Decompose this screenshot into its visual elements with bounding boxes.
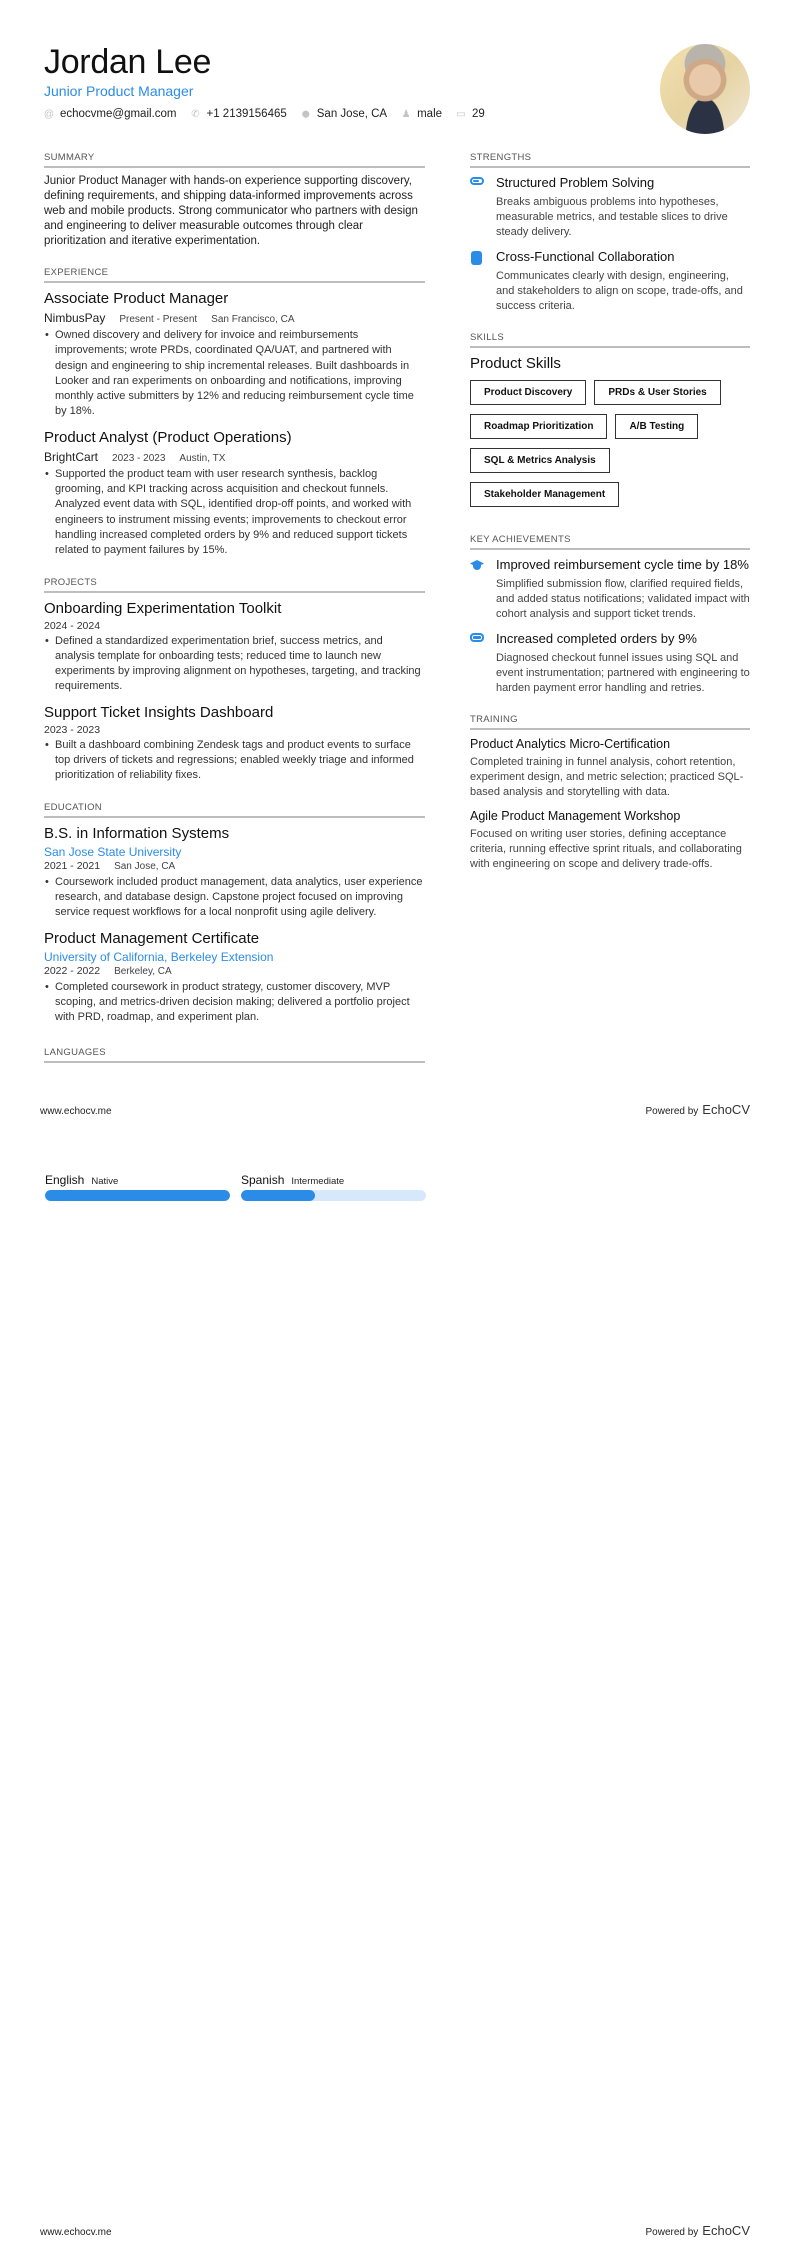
section-heading: SKILLS xyxy=(470,332,750,348)
job-location: Austin, TX xyxy=(179,452,226,464)
skill-tag: PRDs & User Stories xyxy=(594,380,720,405)
footer-powered-by xyxy=(645,2223,750,2238)
section-heading: SUMMARY xyxy=(44,152,425,168)
right-column xyxy=(470,152,750,890)
project-title: Support Ticket Insights Dashboard xyxy=(44,703,274,721)
summary-text: Junior Product Manager with hands-on experience supporting discovery, defining requirements, and shipping data-informed improvements across web and mobile products. Strong communicator who partners with design and engineering to deliver measurable outcomes through clear prioritization and iterative experimentation. xyxy=(44,175,418,247)
location-pin-icon: ⬤ xyxy=(301,111,310,118)
footer-site-link[interactable]: www.echocv.me xyxy=(40,2227,112,2238)
strength-item xyxy=(470,174,750,240)
job-dates: Present - Present xyxy=(119,314,198,325)
bullet-item: • Owned discovery and delivery for invoice and reimbursements improvements; wrote PRDs, coordinated QA/UAT, and partnered with design and engineering to ship incremental releases. Built dashboards in Looker and ran experiments on onboarding and notifications, improving monthly active submitters by 12% and reducing reimbursement cycle time by 18%. xyxy=(44,328,425,420)
calendar-icon: ▭ xyxy=(456,108,466,120)
section-heading: STRENGTHS xyxy=(470,152,750,168)
education-bullets xyxy=(44,980,425,1026)
age-value: 29 xyxy=(472,108,485,120)
footer-powered-by xyxy=(645,1102,750,1117)
candidate-title: Junior Product Manager xyxy=(44,83,194,99)
powered-by-label: Powered by xyxy=(645,2227,699,2238)
battery-icon xyxy=(470,177,484,185)
education-bullets xyxy=(44,875,425,921)
education-location: San Jose, CA xyxy=(114,860,176,872)
language-progress-fill xyxy=(241,1190,315,1201)
project-bullets xyxy=(44,738,425,784)
education-section xyxy=(44,802,425,1026)
education-meta xyxy=(44,965,425,977)
job-meta xyxy=(44,450,425,464)
bullet-item: • Defined a standardized experimentation brief, success metrics, and analysis template for onboarding tests; reduced time to launch new experiments by improving alignment on hypotheses, targeting, and tracking requirements. xyxy=(44,634,425,695)
languages-section-heading-wrap xyxy=(44,1047,425,1063)
job-dates: 2023 - 2023 xyxy=(112,452,166,464)
skill-tag: Product Discovery xyxy=(470,380,586,405)
phone-icon: ✆ xyxy=(191,108,200,120)
contact-gender xyxy=(401,108,442,120)
job-location: San Francisco, CA xyxy=(211,314,295,325)
experience-section xyxy=(44,267,425,559)
contact-bar xyxy=(44,108,499,120)
achievement-item xyxy=(470,556,750,622)
language-name: English xyxy=(45,1173,85,1187)
job-title: Associate Product Manager xyxy=(44,290,229,307)
training-description: Focused on writing user stories, defining acceptance criteria, running effective sprint rituals, and collaborating with engineering on scope and delivery trade-offs. xyxy=(470,828,742,870)
strength-description: Breaks ambiguous problems into hypotheses, measurable metrics, and testable slices to drive steady delivery. xyxy=(496,196,728,238)
candidate-name: Jordan Lee xyxy=(44,43,212,81)
profile-photo xyxy=(660,44,750,134)
project-dates: 2023 - 2023 xyxy=(44,723,101,736)
skill-tag: A/B Testing xyxy=(615,414,698,439)
skill-tag: Stakeholder Management xyxy=(470,482,619,507)
project-entry xyxy=(44,599,425,695)
project-entry xyxy=(44,703,425,784)
language-progress-fill xyxy=(45,1190,230,1201)
contact-age xyxy=(456,108,485,120)
language-name: Spanish xyxy=(241,1173,285,1187)
skills-section xyxy=(470,332,750,516)
training-title: Product Analytics Micro-Certification xyxy=(470,737,671,751)
training-item xyxy=(470,808,750,872)
footer-site-link[interactable]: www.echocv.me xyxy=(40,1106,112,1117)
education-dates: 2022 - 2022 xyxy=(44,964,101,977)
education-meta xyxy=(44,860,425,872)
job-bullets xyxy=(44,467,425,559)
brand-name: EchoCV xyxy=(702,1102,750,1117)
email-value: echocvme@gmail.com xyxy=(60,108,177,120)
contact-phone[interactable] xyxy=(191,108,287,120)
project-dates: 2024 - 2024 xyxy=(44,619,101,632)
job-bullets xyxy=(44,328,425,420)
skills-group-title: Product Skills xyxy=(470,355,561,372)
languages-list xyxy=(45,1173,437,1201)
clipboard-icon xyxy=(471,251,482,265)
skill-tag: SQL & Metrics Analysis xyxy=(470,448,610,473)
bullet-item: • Completed coursework in product strategy, customer discovery, MVP scoping, and metrics-driven decision making; delivered a portfolio project with PRD, roadmap, and experiment plan. xyxy=(44,980,425,1026)
battery-full-icon xyxy=(470,633,484,642)
strength-title: Structured Problem Solving xyxy=(496,175,655,190)
language-progress-bar xyxy=(45,1190,230,1201)
achievement-title: Improved reimbursement cycle time by 18% xyxy=(496,557,749,572)
job-title: Product Analyst (Product Operations) xyxy=(44,428,292,446)
education-entry xyxy=(44,824,425,921)
bullet-item: • Supported the product team with user research synthesis, backlog grooming, and KPI tracking across acquisition and checkout funnels. Analyzed event data with SQL, identified drop-off points, and worked with engineers to instrument missing events; improvements to checkout error handling increased completed orders by 9% and reduced support tickets related to payment failures by 15%. xyxy=(44,467,425,559)
location-value: San Jose, CA xyxy=(316,108,388,120)
skill-tags xyxy=(470,380,750,516)
contact-location xyxy=(301,108,387,120)
education-entry xyxy=(44,929,425,1026)
degree-title: B.S. in Information Systems xyxy=(44,824,230,842)
left-column xyxy=(44,152,425,1081)
contact-email[interactable] xyxy=(44,108,177,120)
project-bullets xyxy=(44,634,425,695)
achievement-item xyxy=(470,630,750,696)
project-title: Onboarding Experimentation Toolkit xyxy=(44,599,282,617)
job-meta xyxy=(44,311,425,325)
education-location: Berkeley, CA xyxy=(114,965,172,977)
section-heading: TRAINING xyxy=(470,714,750,730)
training-description: Completed training in funnel analysis, cohort retention, experiment design, and metric selection; practiced SQL-based analysis and storytelling with data. xyxy=(470,756,744,798)
language-progress-bar xyxy=(241,1190,426,1201)
graduation-cap-icon xyxy=(470,559,484,571)
section-heading: EDUCATION xyxy=(44,802,425,818)
strengths-section xyxy=(470,152,750,314)
training-title: Agile Product Management Workshop xyxy=(470,809,681,823)
language-item xyxy=(45,1173,230,1201)
achievement-title: Increased completed orders by 9% xyxy=(496,631,697,646)
strength-item xyxy=(470,248,750,314)
brand-name: EchoCV xyxy=(702,2223,750,2238)
achievement-description: Simplified submission flow, clarified required fields, and added status notifications; validated impact with cohort analysis and support ticket trends. xyxy=(496,578,750,620)
experience-entry xyxy=(44,428,425,559)
section-heading: EXPERIENCE xyxy=(44,267,425,283)
degree-title: Product Management Certificate xyxy=(44,929,260,947)
language-item xyxy=(241,1173,426,1201)
achievements-section xyxy=(470,534,750,696)
projects-section xyxy=(44,577,425,784)
language-level: Native xyxy=(91,1176,119,1187)
education-dates: 2021 - 2021 xyxy=(44,859,101,872)
training-item xyxy=(470,736,750,800)
company-name: NimbusPay xyxy=(44,311,106,325)
language-level: Intermediate xyxy=(291,1176,345,1187)
strength-title: Cross-Functional Collaboration xyxy=(496,249,675,264)
training-section xyxy=(470,714,750,872)
person-icon: ♟ xyxy=(401,108,411,120)
company-name: BrightCart xyxy=(44,449,99,464)
section-heading: PROJECTS xyxy=(44,577,425,593)
strength-description: Communicates clearly with design, engineering, and stakeholders to align on scope, trade-offs, and success criteria. xyxy=(496,270,743,312)
school-name: University of California, Berkeley Extension xyxy=(44,949,274,964)
at-icon: @ xyxy=(43,108,55,120)
bullet-item: • Built a dashboard combining Zendesk tags and product events to surface top drivers of tickets and regressions; enabled weekly triage and informed prioritization of reliability fixes. xyxy=(44,738,425,784)
powered-by-label: Powered by xyxy=(645,1106,699,1117)
bullet-item: • Coursework included product management, data analytics, user experience research, and database design. Capstone project focused on improving service request workflows for a local nonprofit using agile delivery. xyxy=(44,875,425,921)
achievement-description: Diagnosed checkout funnel issues using SQL and event instrumentation; partnered with engineering to harden payment error handling and retries. xyxy=(496,652,750,694)
section-heading: LANGUAGES xyxy=(44,1047,425,1063)
experience-entry xyxy=(44,289,425,420)
school-name: San Jose State University xyxy=(44,844,182,859)
summary-section xyxy=(44,152,425,249)
section-heading: KEY ACHIEVEMENTS xyxy=(470,534,750,550)
phone-value: +1 2139156465 xyxy=(206,108,287,120)
skill-tag: Roadmap Prioritization xyxy=(470,414,607,439)
gender-value: male xyxy=(417,108,443,120)
